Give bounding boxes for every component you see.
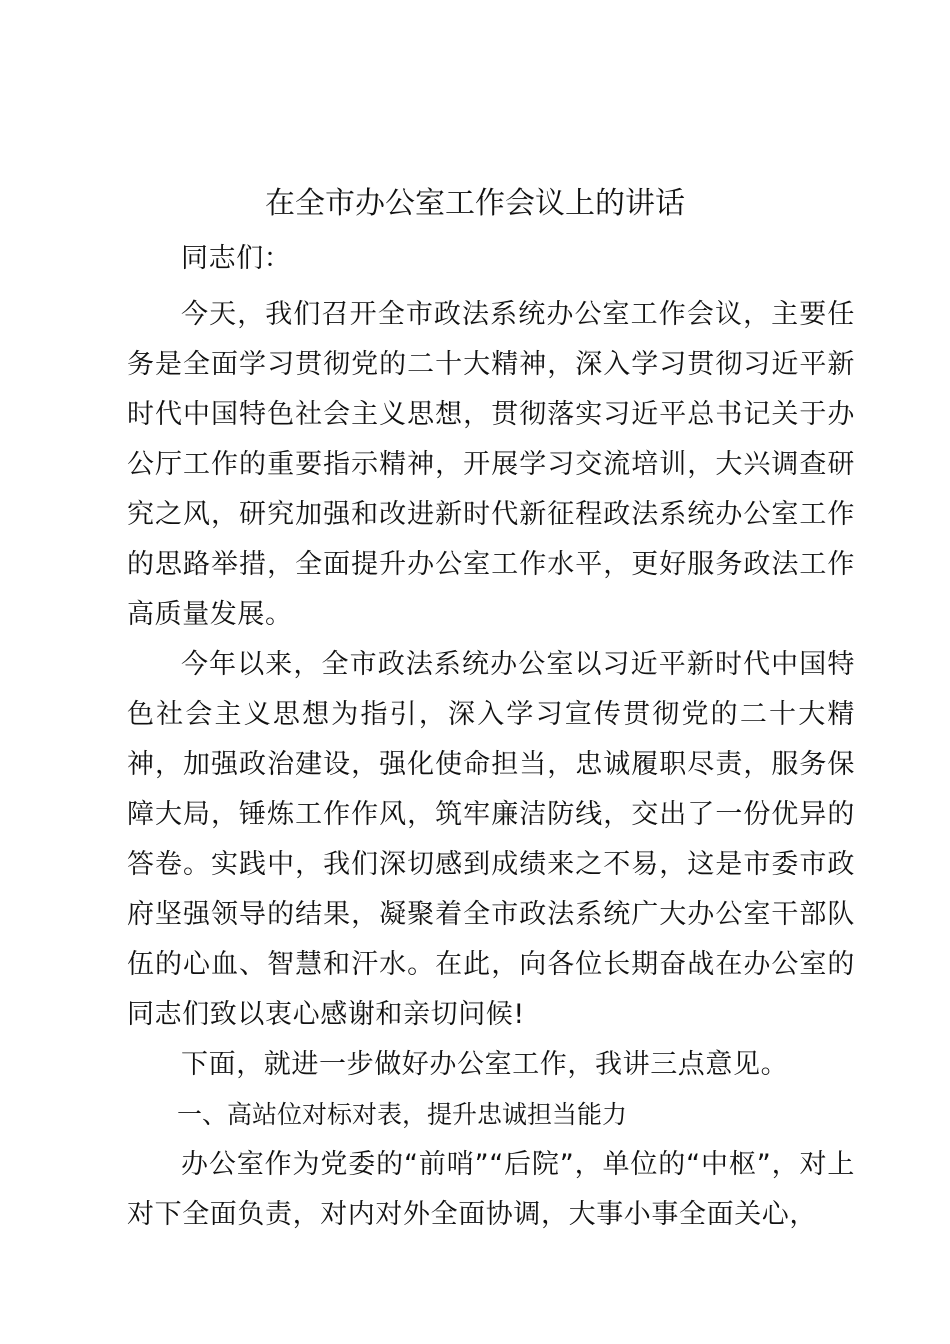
paragraph-2: 今年以来，全市政法系统办公室以习近平新时代中国特色社会主义思想为指引，深入学习宣传贯彻党的二十大精神，加强政治建设，强化使命担当，忠诚履职尽责，服务保障大局，锤炼工作作风，筑牢廉洁防线，交出了一份优异的答卷。实践中，我们深切感到成绩来之不易，这是市委市政府坚强领导的结果，凝聚着全市政法系统广大办公室干部队伍的心血、智慧和汗水。在此，向各位长期奋战在办公室的同志们致以衷心感谢和亲切问候! [127, 649, 855, 1030]
paragraph-1: 今天，我们召开全市政法系统办公室工作会议，主要任务是全面学习贯彻党的二十大精神，深入学习贯彻习近平新时代中国特色社会主义思想，贯彻落实习近平总书记关于办公厅工作的重要指示精神，开展学习交流培训，大兴调查研究之风，研究加强和改进新时代新征程政法系统办公室工作的思路举措，全面提升办公室工作水平，更好服务政法工作高质量发展。 [127, 299, 855, 630]
section-heading: 一、高站位对标对表，提升忠诚担当能力 [177, 1100, 628, 1129]
document-title: 在全市办公室工作会议上的讲话 [265, 186, 685, 221]
paragraph-4: 办公室作为党委的“前哨”“后院”，单位的“中枢”，对上对下全面负责，对内对外全面协调，大事小事全面关心， [127, 1149, 855, 1230]
document-body [127, 234, 855, 1240]
greeting: 同志们： [181, 243, 292, 274]
paragraph-3: 下面，就进一步做好办公室工作，我讲三点意见。 [181, 1049, 789, 1080]
